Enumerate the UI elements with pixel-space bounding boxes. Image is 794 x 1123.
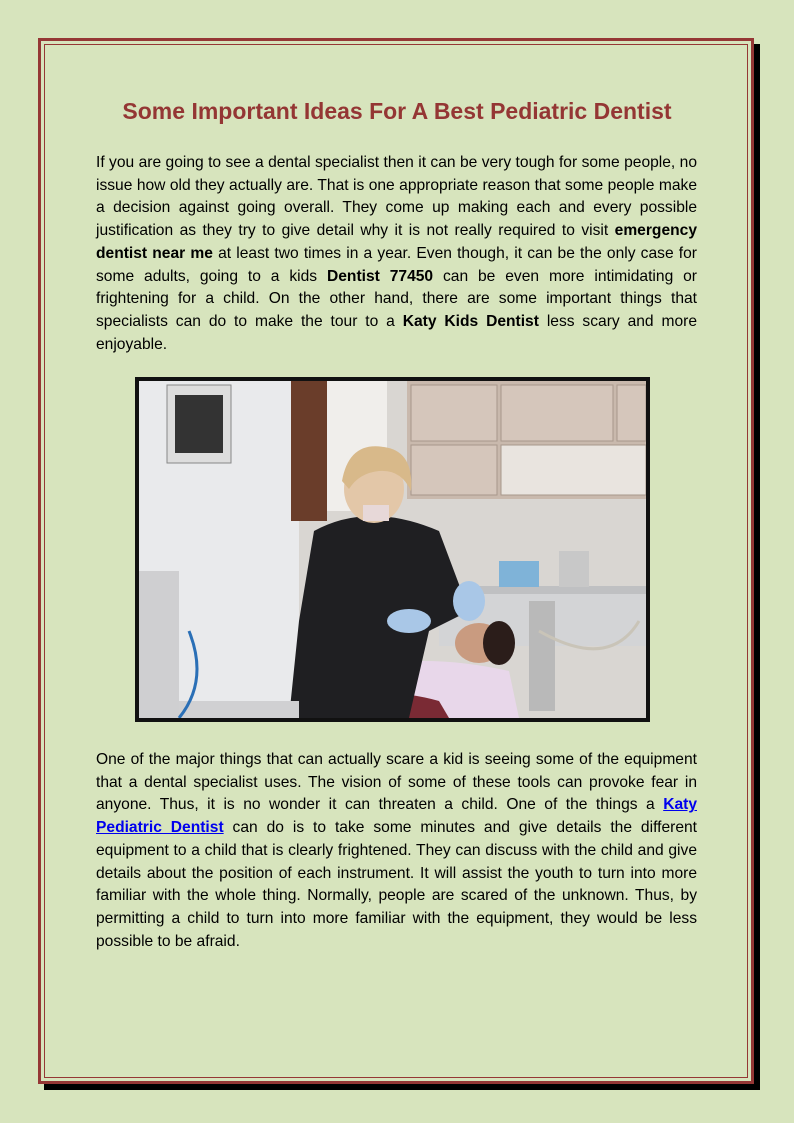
text-run: One of the major things that can actually scare a kid is seeing some of the equipment that a dental specialist uses. The vision of some of these tools can provoke fear in anyone. Thus, it is no wonder it can threaten a child. One of the things a — [96, 751, 697, 814]
katy-pediatric-dentist-link[interactable]: Katy Pediatric Dentist — [96, 796, 697, 837]
document-title: Some Important Ideas For A Best Pediatric Dentist — [122, 98, 672, 124]
bold-keyword-emergency-dentist: emergency dentist near me — [96, 222, 697, 262]
text-run: can do is to take some minutes and give details the different equipment to a child that is clearly frightened. They can discuss with the child and give details about the position of each instrument. It will assist the youth to turn into more familiar with the whole thing. Normally, people are scared of the unknown. Thus, by permitting a child to turn into more familiar with the equipment, they would be less possible to be afraid. — [96, 819, 697, 950]
text-run: can be even more intimidating or frightening for a child. On the other hand, there are some important things that specialists can do to make the tour to a — [96, 267, 697, 330]
text-run: less scary and more enjoyable. — [96, 312, 697, 353]
dentist-illustration — [139, 381, 646, 718]
bold-keyword-katy-kids-dentist: Katy Kids Dentist — [402, 312, 539, 330]
paragraph-equipment — [96, 749, 697, 953]
paragraph-intro — [96, 152, 697, 356]
text-run: at least two times in a year. Even though, it can be the only case for some adults, going to a kids — [96, 244, 697, 285]
bold-keyword-dentist-77450: Dentist 77450 — [326, 267, 434, 285]
text-run: If you are going to see a dental specialist then it can be very tough for some people, no issue how old they actually are. That is one appropriate reason that some people make a decision against going overall. They come up making each and every possible justification as they try to give detail why it is not really required to visit — [96, 154, 697, 240]
dentist-photo — [135, 377, 650, 722]
